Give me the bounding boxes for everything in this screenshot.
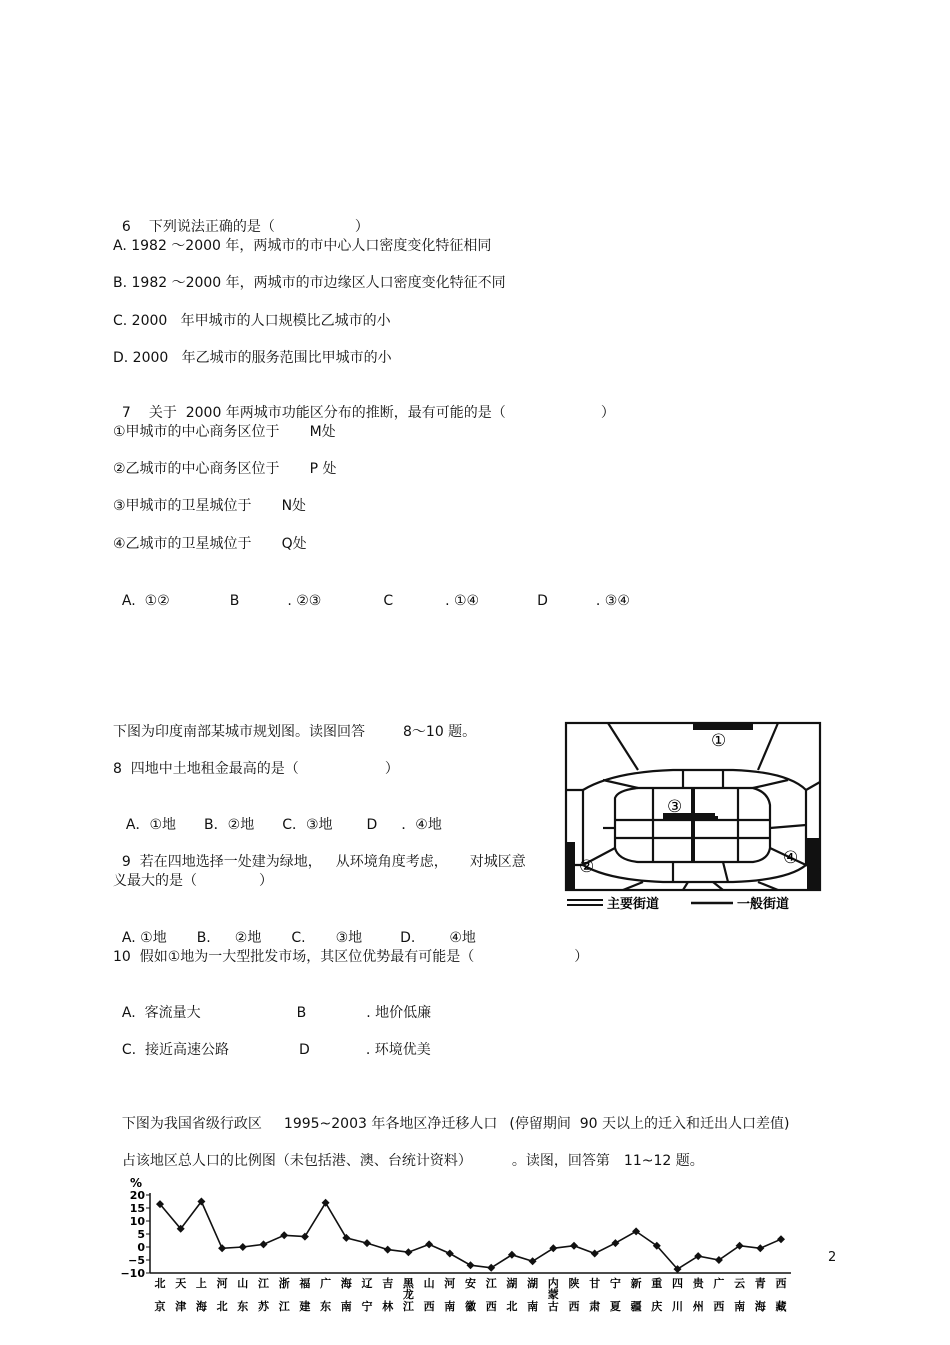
data-point — [508, 1251, 516, 1259]
x-label-top: 四 — [672, 1277, 683, 1290]
x-label-top: 西 — [775, 1277, 787, 1290]
intro-11-12-line1: 下图为我国省级行政区 1995~2003 年各地区净迁移人口 (停留期间 90 天以上的迁入和迁出人口差值) — [121, 1116, 790, 1132]
data-point — [280, 1231, 288, 1239]
q7-stem-close: ） — [600, 405, 615, 421]
x-label-top: 黑 — [402, 1277, 414, 1290]
x-label-top: 云 — [734, 1277, 746, 1290]
x-label-bottom: 建 — [299, 1300, 311, 1313]
x-label-bottom: 北 — [506, 1300, 518, 1313]
data-point — [611, 1239, 619, 1247]
city-plan-map — [563, 720, 823, 915]
data-point — [446, 1250, 454, 1258]
chart-y-ticks — [120, 1189, 150, 1280]
map-road — [770, 825, 806, 828]
map-road — [723, 862, 728, 882]
q6-option-c: C. 2000 年甲城市的人口规模比乙城市的小 — [113, 313, 391, 329]
x-label-bottom: 庆 — [651, 1300, 663, 1313]
intro-11-12-line2: 占该地区总人口的比例图（未包括港、澳、台统计资料） 。读图，回答第 11~12 题。 — [121, 1153, 704, 1169]
data-point — [467, 1261, 475, 1269]
x-label-top: 江 — [258, 1277, 269, 1290]
q6-option-a: A. 1982 ～2000 年，两城市的市中心人口密度变化特征相同 — [113, 238, 492, 254]
q7-item-1: ①甲城市的中心商务区位于 M处 — [113, 424, 336, 440]
q6-stem — [113, 200, 369, 236]
x-label-top: 福 — [299, 1277, 311, 1290]
map-road — [758, 723, 778, 770]
x-label-bottom: 西 — [713, 1300, 725, 1313]
q7-item-4: ④乙城市的卫星城位于 Q处 — [113, 536, 307, 552]
q7-stem-text: 关于 2000 年两城市功能区分布的推断，最有可能的是（ — [148, 405, 506, 421]
x-label-bottom: 南 — [444, 1300, 456, 1313]
y-tick-label: 5 — [137, 1228, 145, 1241]
q9-stem-line2: 义最大的是（ ） — [113, 873, 273, 889]
x-label-top: 湖 — [527, 1277, 539, 1290]
x-label-top: 河 — [444, 1277, 456, 1290]
x-label-top: 辽 — [361, 1277, 373, 1290]
chart-series-line — [160, 1202, 781, 1270]
data-point — [756, 1244, 764, 1252]
y-tick-label: −5 — [128, 1254, 145, 1267]
map-legend — [567, 896, 789, 912]
chart-x-labels — [155, 1276, 787, 1313]
x-label-bottom: 东 — [237, 1300, 249, 1313]
q7-number: 7 — [121, 405, 131, 421]
map-road — [758, 882, 778, 890]
x-label-top: 青 — [754, 1277, 766, 1290]
q9-options: A. ①地 B. ②地 C. ③地 D. ④地 — [121, 930, 476, 946]
x-label-bottom: 南 — [340, 1300, 352, 1313]
marker-4: ④ — [783, 848, 799, 868]
y-tick-label: 15 — [129, 1202, 145, 1215]
x-label-bottom: 江 — [402, 1300, 414, 1313]
x-label-top: 陕 — [568, 1277, 580, 1290]
q7-item-3: ③甲城市的卫星城位于 N处 — [113, 498, 307, 514]
data-point — [363, 1239, 371, 1247]
q6-stem-close: ） — [354, 219, 369, 235]
data-point — [260, 1240, 268, 1248]
q10-options-ab: A. 客流量大 B . 地价低廉 — [121, 1005, 432, 1021]
x-label-bottom: 西 — [423, 1300, 435, 1313]
x-label-top: 内 — [547, 1277, 559, 1290]
map-road — [753, 780, 788, 788]
zone-1-bar — [693, 723, 753, 730]
q8-options: A．①地 B．②地 C．③地 D ．④地 — [125, 817, 442, 833]
x-label-mid: 蒙 — [547, 1288, 559, 1301]
x-label-bottom: 州 — [692, 1300, 704, 1313]
data-point — [777, 1235, 785, 1243]
marker-1: ① — [711, 731, 727, 751]
x-label-top: 新 — [630, 1277, 642, 1290]
x-label-bottom: 川 — [672, 1300, 683, 1313]
x-label-top: 甘 — [589, 1277, 601, 1290]
data-point — [404, 1248, 412, 1256]
x-label-bottom: 南 — [527, 1300, 539, 1313]
y-axis-unit: % — [130, 1177, 143, 1190]
q6-stem-text: 下列说法正确的是（ — [148, 219, 275, 235]
data-point — [384, 1246, 392, 1254]
series-polyline — [160, 1202, 781, 1270]
x-label-bottom: 海 — [754, 1300, 766, 1313]
x-label-bottom: 林 — [382, 1300, 394, 1313]
data-point — [425, 1240, 433, 1248]
x-label-top: 广 — [320, 1277, 332, 1290]
x-label-bottom: 江 — [278, 1300, 290, 1313]
x-label-top: 河 — [216, 1277, 228, 1290]
x-label-top: 吉 — [382, 1277, 394, 1290]
x-label-top: 湖 — [506, 1277, 518, 1290]
data-point — [301, 1233, 309, 1241]
data-point — [239, 1243, 247, 1251]
x-label-bottom: 徽 — [465, 1300, 476, 1313]
y-tick-label: 10 — [129, 1215, 145, 1228]
data-point — [342, 1234, 350, 1242]
zone-2-bar — [567, 842, 575, 889]
intro-8-10: 下图为印度南部某城市规划图。读图回答 8～10 题。 — [113, 724, 477, 740]
map-road — [713, 882, 723, 890]
x-label-top: 山 — [237, 1277, 249, 1290]
data-point — [591, 1250, 599, 1258]
x-label-bottom: 北 — [216, 1300, 228, 1313]
marker-2: ② — [579, 857, 595, 877]
q6-option-d: D. 2000 年乙城市的服务范围比甲城市的小 — [113, 350, 392, 366]
x-label-bottom: 夏 — [609, 1300, 621, 1313]
q7-answers: A. ①② B . ②③ C . ①④ D . ③④ — [121, 593, 630, 609]
q9-stem-line1: 9 若在四地选择一处建为绿地， 从环境角度考虑， 对城区意 — [121, 854, 526, 870]
x-label-top: 天 — [175, 1277, 187, 1290]
x-label-top: 安 — [465, 1277, 476, 1290]
x-label-mid: 龙 — [402, 1288, 414, 1301]
x-label-top: 广 — [713, 1277, 725, 1290]
map-road — [623, 882, 643, 890]
y-tick-label: 20 — [129, 1189, 145, 1202]
q10-stem: 10 假如①地为一大型批发市场，其区位优势最有可能是（ ） — [113, 949, 589, 965]
x-label-top: 山 — [423, 1277, 435, 1290]
q7-stem — [113, 386, 615, 422]
data-point — [322, 1199, 330, 1207]
x-label-bottom: 疆 — [630, 1300, 642, 1313]
data-point — [570, 1242, 578, 1250]
x-label-top: 海 — [340, 1277, 352, 1290]
y-tick-label: −10 — [120, 1267, 145, 1280]
legend-main-label: 主要街道 — [607, 897, 660, 912]
map-road — [683, 882, 688, 890]
x-label-bottom: 南 — [734, 1300, 746, 1313]
x-label-bottom: 藏 — [775, 1300, 787, 1313]
x-label-top: 浙 — [278, 1277, 290, 1290]
page-number: 2 — [828, 1250, 837, 1265]
x-label-top: 重 — [651, 1277, 663, 1290]
x-label-bottom: 古 — [547, 1300, 559, 1313]
data-point — [529, 1257, 537, 1265]
x-label-top: 江 — [485, 1277, 497, 1290]
y-tick-label: 0 — [137, 1241, 145, 1254]
map-road — [806, 782, 820, 790]
data-point — [549, 1244, 557, 1252]
data-point — [694, 1252, 702, 1260]
x-label-top: 宁 — [609, 1277, 621, 1290]
map-road — [608, 723, 638, 770]
x-label-bottom: 肃 — [589, 1300, 601, 1313]
migration-line-chart — [118, 1177, 798, 1317]
q10-options-cd: C. 接近高速公路 D . 环境优美 — [121, 1042, 431, 1058]
x-label-top: 上 — [195, 1277, 207, 1290]
x-label-bottom: 苏 — [258, 1300, 269, 1313]
zone-4-bar — [807, 838, 819, 889]
x-label-bottom: 东 — [320, 1300, 332, 1313]
x-label-top: 北 — [154, 1277, 166, 1290]
legend-general-label: 一般街道 — [737, 897, 790, 912]
x-label-bottom: 京 — [154, 1300, 166, 1313]
map-road — [603, 780, 638, 788]
x-label-bottom: 西 — [485, 1300, 497, 1313]
marker-3: ③ — [667, 797, 683, 817]
q6-number: 6 — [121, 219, 131, 235]
q6-option-b: B. 1982 ～2000 年，两城市的市边缘区人口密度变化特征不同 — [113, 275, 506, 291]
q8-stem: 8 四地中土地租金最高的是（ ） — [113, 761, 399, 777]
data-point — [487, 1264, 495, 1272]
x-label-bottom: 西 — [568, 1300, 580, 1313]
q7-item-2: ②乙城市的中心商务区位于 P 处 — [113, 461, 337, 477]
chart-axis — [130, 1177, 791, 1273]
x-label-bottom: 海 — [195, 1300, 207, 1313]
data-point — [218, 1244, 226, 1252]
x-label-bottom: 宁 — [361, 1300, 373, 1313]
x-label-top: 贵 — [692, 1277, 704, 1290]
x-label-bottom: 津 — [175, 1300, 187, 1313]
